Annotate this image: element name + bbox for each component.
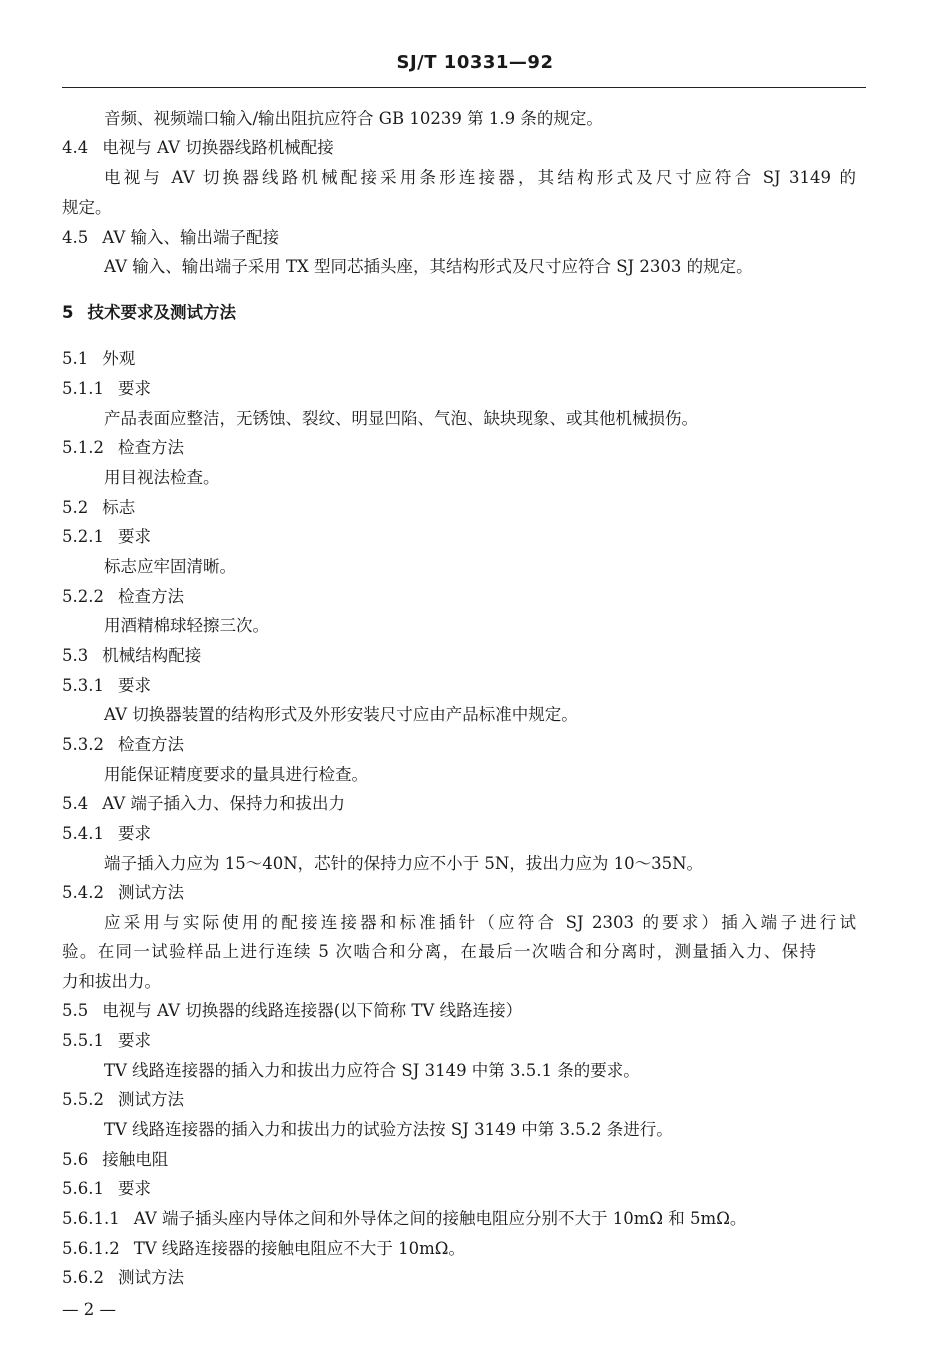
clause-title: 要求 bbox=[117, 379, 151, 398]
clause-number: 5.5.1 bbox=[62, 1031, 104, 1050]
clause-heading bbox=[62, 1267, 184, 1289]
paragraph-line: 电视与 AV 切换器线路机械配接采用条形连接器，其结构形式及尺寸应符合 SJ 3149 的 bbox=[104, 168, 856, 187]
clause-title: 要求 bbox=[117, 527, 151, 546]
clause-heading bbox=[62, 1149, 168, 1171]
paragraph-line: AV 输入、输出端子采用 TX 型同芯插头座，其结构形式及尺寸应符合 SJ 2303 的规定。 bbox=[104, 257, 753, 276]
clause-number: 5.3 bbox=[62, 646, 89, 665]
clause-title: 标志 bbox=[102, 498, 136, 517]
clause-number: 5.2.2 bbox=[62, 587, 104, 606]
standard-number-header: SJ/T 10331—92 bbox=[396, 52, 554, 73]
clause-number: 5.6 bbox=[62, 1150, 89, 1169]
clause-number: 5.4 bbox=[62, 794, 89, 813]
page-number: — 2 — bbox=[62, 1300, 116, 1319]
clause-title: 电视与 AV 切换器的线路连接器(以下简称 TV 线路连接） bbox=[102, 1001, 523, 1020]
clause-title: 测试方法 bbox=[117, 883, 184, 902]
clause-heading bbox=[62, 348, 135, 370]
paragraph-line: 标志应牢固清晰。 bbox=[104, 557, 236, 576]
clause-number: 5 bbox=[62, 303, 74, 322]
clause-title: 测试方法 bbox=[117, 1090, 184, 1109]
clause-title: 要求 bbox=[117, 824, 151, 843]
paragraph-line: AV 切换器装置的结构形式及外形安装尺寸应由产品标准中规定。 bbox=[104, 705, 578, 724]
clause-heading bbox=[62, 1238, 465, 1260]
paragraph-line: 音频、视频端口输入/输出阻抗应符合 GB 10239 第 1.9 条的规定。 bbox=[104, 109, 603, 128]
clause-heading bbox=[62, 793, 345, 815]
section-heading bbox=[62, 302, 236, 324]
clause-number: 5.4.1 bbox=[62, 824, 104, 843]
paragraph-line: 端子插入力应为 15～40N，芯针的保持力应不小于 5N，拔出力应为 10～35N。 bbox=[104, 854, 704, 873]
clause-heading bbox=[62, 1089, 184, 1111]
clause-title: 电视与 AV 切换器线路机械配接 bbox=[102, 138, 334, 157]
clause-heading bbox=[62, 378, 151, 400]
header-rule bbox=[62, 87, 866, 88]
clause-title: 测试方法 bbox=[117, 1268, 184, 1287]
clause-heading bbox=[62, 734, 184, 756]
clause-heading bbox=[62, 1178, 151, 1200]
clause-heading bbox=[62, 137, 334, 159]
clause-number: 5.3.2 bbox=[62, 735, 104, 754]
clause-heading bbox=[62, 497, 135, 519]
clause-number: 5.5 bbox=[62, 1001, 89, 1020]
clause-number: 5.6.1.2 bbox=[62, 1239, 120, 1258]
clause-heading bbox=[62, 675, 151, 697]
clause-heading bbox=[62, 645, 201, 667]
clause-heading bbox=[62, 526, 151, 548]
clause-number: 4.4 bbox=[62, 138, 89, 157]
clause-number: 5.2 bbox=[62, 498, 89, 517]
clause-title: AV 端子插入力、保持力和拔出力 bbox=[102, 794, 346, 813]
clause-heading bbox=[62, 1000, 522, 1022]
clause-heading bbox=[62, 1030, 151, 1052]
clause-number: 5.2.1 bbox=[62, 527, 104, 546]
clause-heading bbox=[62, 227, 279, 249]
clause-title: 检查方法 bbox=[117, 587, 184, 606]
clause-title: 检查方法 bbox=[117, 438, 184, 457]
clause-number: 5.1.1 bbox=[62, 379, 104, 398]
paragraph-line: 产品表面应整洁，无锈蚀、裂纹、明显凹陷、气泡、缺块现象、或其他机械损伤。 bbox=[104, 409, 698, 428]
paragraph-line: TV 线路连接器的插入力和拔出力应符合 SJ 3149 中第 3.5.1 条的要求。 bbox=[104, 1061, 640, 1080]
clause-number: 5.4.2 bbox=[62, 883, 104, 902]
clause-number: 5.1 bbox=[62, 349, 89, 368]
clause-title: 要求 bbox=[117, 1179, 151, 1198]
clause-number: 5.5.2 bbox=[62, 1090, 104, 1109]
clause-heading bbox=[62, 1208, 746, 1230]
paragraph-line: 用能保证精度要求的量具进行检查。 bbox=[104, 765, 368, 784]
clause-number: 5.6.1.1 bbox=[62, 1209, 120, 1228]
clause-title: 外观 bbox=[102, 349, 136, 368]
clause-number: 5.6.1 bbox=[62, 1179, 104, 1198]
paragraph-line: 规定。 bbox=[62, 198, 112, 217]
clause-heading bbox=[62, 437, 184, 459]
paragraph-line: 应采用与实际使用的配接连接器和标准插针（应符合 SJ 2303 的要求）插入端子进行试 bbox=[104, 913, 856, 932]
paragraph-line: 验。在同一试验样品上进行连续 5 次啮合和分离，在最后一次啮合和分离时，测量插入力、保持 bbox=[62, 942, 816, 961]
clause-title: 机械结构配接 bbox=[102, 646, 202, 665]
clause-title: AV 端子插头座内导体之间和外导体之间的接触电阻应分别不大于 10mΩ 和 5mΩ。 bbox=[133, 1209, 747, 1228]
clause-title: 接触电阻 bbox=[102, 1150, 169, 1169]
clause-number: 5.3.1 bbox=[62, 676, 104, 695]
paragraph-line: 用目视法检查。 bbox=[104, 468, 220, 487]
clause-number: 4.5 bbox=[62, 228, 89, 247]
clause-title: TV 线路连接器的接触电阻应不大于 10mΩ。 bbox=[133, 1239, 465, 1258]
clause-title: 要求 bbox=[117, 1031, 151, 1050]
clause-number: 5.6.2 bbox=[62, 1268, 104, 1287]
paragraph-line: 力和拔出力。 bbox=[62, 972, 161, 991]
paragraph-line: 用酒精棉球轻擦三次。 bbox=[104, 616, 269, 635]
clause-number: 5.1.2 bbox=[62, 438, 104, 457]
clause-heading bbox=[62, 823, 151, 845]
paragraph-line: TV 线路连接器的插入力和拔出力的试验方法按 SJ 3149 中第 3.5.2 条进行。 bbox=[104, 1120, 673, 1139]
clause-title: 检查方法 bbox=[117, 735, 184, 754]
clause-heading bbox=[62, 586, 184, 608]
clause-title: AV 输入、输出端子配接 bbox=[102, 228, 280, 247]
clause-title: 要求 bbox=[117, 676, 151, 695]
clause-title: 技术要求及测试方法 bbox=[87, 303, 236, 322]
clause-heading bbox=[62, 882, 184, 904]
